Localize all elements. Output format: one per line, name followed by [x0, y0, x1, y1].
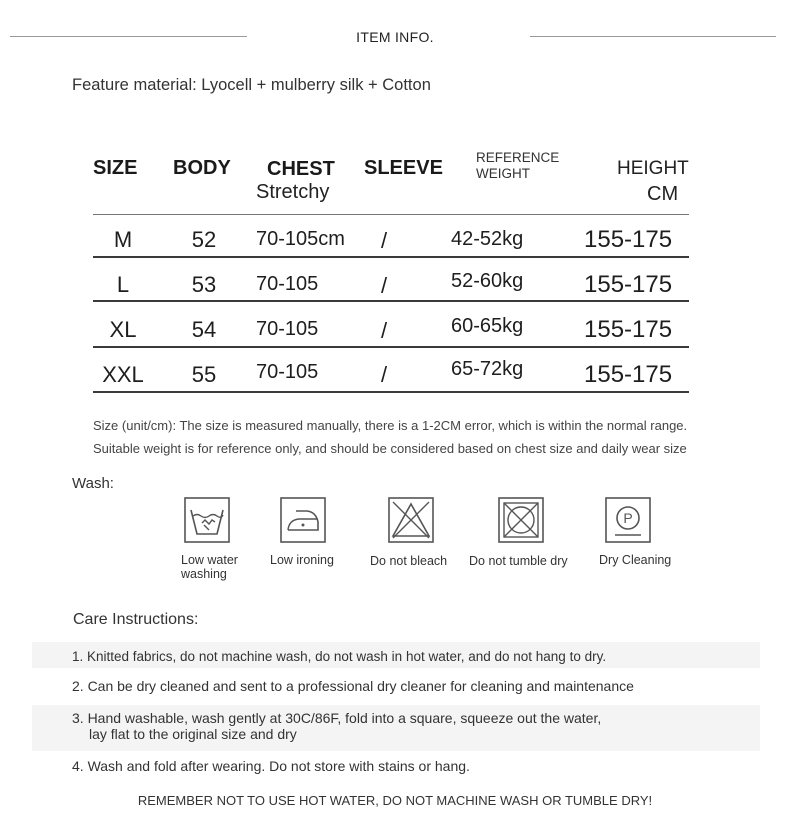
wash-label-low-water-2: washing	[181, 567, 227, 581]
wash-label-low-water-1: Low water	[181, 553, 238, 567]
cell-chest: 70-105	[256, 361, 319, 383]
cell-size: M	[113, 227, 133, 252]
care-item-4: 4. Wash and fold after wearing. Do not store with stains or hang.	[72, 758, 470, 774]
col-header-weight-line1: REFERENCE	[476, 150, 560, 165]
care-item-3-line1: 3. Hand washable, wash gently at 30C/86F, fold into a square, squeeze out the water,	[72, 710, 602, 726]
cell-weight: 42-52kg	[451, 228, 524, 250]
header-divider-right	[530, 36, 776, 37]
care-item-2: 2. Can be dry cleaned and sent to a professional dry cleaner for cleaning and maintenance	[72, 678, 634, 694]
wash-label-low-ironing: Low ironing	[270, 553, 334, 567]
feature-material: Feature material: Lyocell + mulberry silk + Cotton	[72, 76, 431, 94]
cell-height: 155-175	[584, 361, 673, 388]
size-note: Size (unit/cm): The size is measured manually, there is a 1-2CM error, which is within the normal range.	[93, 418, 688, 433]
cell-size: XL	[109, 317, 137, 342]
cell-sleeve: /	[381, 318, 388, 343]
low-ironing-icon	[279, 496, 327, 544]
care-title: Care Instructions:	[73, 611, 199, 628]
care-item-3-line2: lay flat to the original size and dry	[89, 726, 297, 742]
col-header-chest: CHEST	[267, 158, 335, 180]
cell-height: 155-175	[584, 316, 673, 343]
header-title: ITEM INFO.	[356, 29, 434, 45]
do-not-bleach-icon	[387, 496, 435, 544]
cell-body: 55	[191, 362, 217, 387]
cell-weight: 52-60kg	[451, 270, 524, 292]
cell-chest: 70-105	[256, 273, 319, 295]
cell-chest: 70-105	[256, 318, 319, 340]
care-item-1: 1. Knitted fabrics, do not machine wash, do not wash in hot water, and do not hang to dry.	[72, 649, 607, 664]
svg-text:P: P	[623, 510, 633, 526]
weight-note: Suitable weight is for reference only, and should be considered based on chest size and daily wear size	[93, 441, 687, 456]
cell-body: 52	[191, 227, 217, 252]
table-rule	[93, 346, 689, 348]
col-header-sleeve: SLEEVE	[364, 157, 443, 179]
col-header-height: HEIGHT	[617, 158, 689, 179]
cell-size: L	[116, 272, 130, 297]
cell-height: 155-175	[584, 226, 673, 253]
remember-warning: REMEMBER NOT TO USE HOT WATER, DO NOT MACHINE WASH OR TUMBLE DRY!	[137, 793, 653, 808]
col-header-weight-line2: WEIGHT	[476, 166, 530, 181]
wash-label-dry-cleaning: Dry Cleaning	[599, 553, 672, 567]
col-header-height-unit: CM	[647, 183, 679, 205]
cell-weight: 60-65kg	[451, 315, 524, 337]
wash-label: Wash:	[72, 475, 114, 492]
col-header-chest-sub: Stretchy	[256, 181, 330, 203]
wash-label-no-tumble: Do not tumble dry	[469, 554, 568, 568]
table-rule	[93, 300, 689, 302]
cell-size: XXL	[102, 362, 144, 387]
col-header-size: SIZE	[93, 157, 138, 179]
cell-body: 53	[191, 272, 217, 297]
cell-sleeve: /	[381, 273, 388, 298]
do-not-tumble-dry-icon	[497, 496, 545, 544]
table-rule	[93, 214, 689, 215]
cell-sleeve: /	[381, 228, 388, 253]
cell-body: 54	[191, 317, 217, 342]
cell-height: 155-175	[584, 271, 673, 298]
table-rule	[93, 256, 689, 258]
wash-label-no-bleach: Do not bleach	[370, 554, 448, 568]
table-rule	[93, 391, 689, 393]
cell-sleeve: /	[381, 362, 388, 387]
dry-cleaning-icon	[604, 496, 652, 544]
cell-weight: 65-72kg	[451, 358, 524, 380]
cell-chest: 70-105cm	[256, 228, 345, 250]
col-header-body: BODY	[173, 157, 231, 179]
low-water-washing-icon	[183, 496, 231, 544]
